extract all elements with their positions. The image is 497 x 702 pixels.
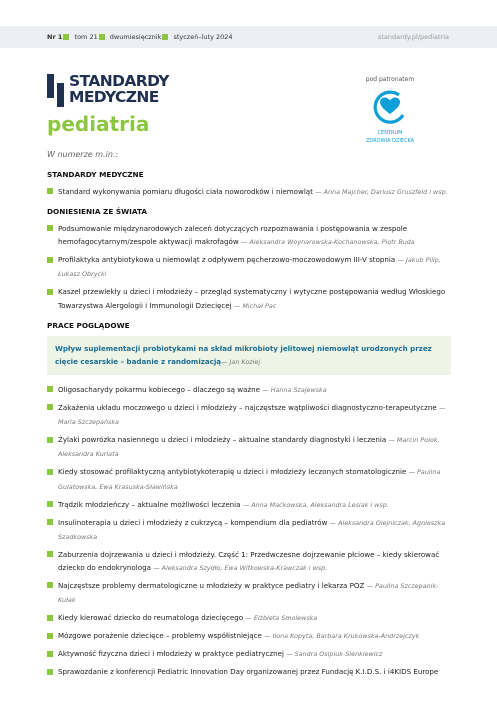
section-title-standardy: STANDARDY MEDYCZNE bbox=[47, 170, 144, 179]
list-item[interactable]: Insulinoterapia u dzieci i młodzieży z cukrzycą – kompendium dla pediatrów — Aleksandra Olejniczak, Agnieszka Szadkowska bbox=[47, 516, 451, 544]
list-item[interactable]: Najczęstsze problemy dermatologiczne u młodzieży w praktyce pediatry i lekarza POZ — Paulina Szczepanik-Kułak bbox=[47, 579, 451, 607]
list-item[interactable]: Oligosacharydy pokarmu kobiecego – dlaczego są ważne — Hanna Szajewska bbox=[47, 383, 451, 397]
list-item[interactable]: Sprawozdanie z konferencji Pediatric Innovation Day organizowanej przez Fundację K.I.D.S. i i4KIDS Europe bbox=[47, 665, 451, 678]
logo-line-1: STANDARDY bbox=[69, 72, 169, 90]
czd-heart-logo-icon bbox=[370, 89, 410, 125]
logo-s-mark-icon bbox=[47, 74, 64, 107]
bullet-square-icon bbox=[99, 34, 105, 40]
toc-intro: W numerze m.in.: bbox=[47, 150, 119, 159]
issue-number: Nr 1 bbox=[47, 33, 63, 41]
patronage-label: pod patronatem bbox=[365, 76, 415, 83]
list-item[interactable]: Mózgowe porażenie dziecięce – problemy współistniejące — Ilona Kopyta, Barbara Krukowska-Andrzejczyk bbox=[47, 629, 451, 643]
list-item[interactable]: Zaburzenia dojrzewania u dzieci i młodzieży. Część 1: Przedwczesne dojrzewanie płciowe – kiedy skierować dziecko do endokrynologa — Aleksandra Szydło, Ewa Witkowska-Krawczak i wsp. bbox=[47, 548, 451, 575]
issue-header-bar bbox=[0, 26, 497, 48]
list-item[interactable]: Aktywność fizyczna dzieci i młodzieży w praktyce pediatrycznej — Sandra Osipiuk-Sienkiewicz bbox=[47, 647, 451, 661]
list-item[interactable]: Profilaktyka antybiotykowa u niemowląt z odpływem pęcherzowo-moczowodowym III-V stopnia — Jakub Pilip, Łukasz Obrycki bbox=[47, 253, 451, 281]
list-item[interactable]: Kaszel przewlekły u dzieci i młodzieży – przegląd systematyczny i wytyczne postępowania według Włoskiego Towarzystwa Alergologii i Immunologii Dziecięcej — Michał Pac bbox=[47, 285, 451, 312]
issue-info bbox=[47, 33, 233, 41]
issue-volume: tom 21 bbox=[74, 33, 98, 41]
patronage-block bbox=[355, 76, 425, 144]
logo-wordmark bbox=[69, 73, 169, 105]
list-item[interactable]: Żylaki powrózka nasiennego u dzieci i młodzieży – aktualne standardy diagnostyki i leczenia — Marcin Polok, Aleksandra Kurlata bbox=[47, 433, 451, 461]
patronage-org-line-2: ZDROWIA DZIECKA bbox=[365, 137, 415, 144]
issue-frequency: dwumiesięcznik bbox=[109, 33, 162, 41]
list-item[interactable]: Trądzik młodzieńczy – aktualne możliwości leczenia — Anna Maćkowska, Aleksandra Lesiak i wsp. bbox=[47, 498, 451, 512]
list-item[interactable]: Podsumowanie międzynarodowych zaleceń dotyczących rozpoznawania i postępowania w zespole hemofagocytarnym/zespole aktywacji makrofagów — Aleksandra Woynarowska-Kochanowska, Piotr Buda bbox=[47, 222, 451, 249]
bullet-square-icon bbox=[162, 34, 168, 40]
section-title-prace: PRACE POGLĄDOWE bbox=[47, 320, 130, 330]
standardy-medyczne-logo bbox=[47, 74, 207, 110]
journal-subtitle: pediatria bbox=[47, 112, 150, 136]
section-title-doniesienia: DONIESIENIA ZE ŚWIATA bbox=[47, 207, 148, 216]
logo-line-2: MEDYCZNE bbox=[69, 88, 159, 106]
list-item[interactable]: Kiedy kierować dziecko do reumatologa dziecięcego — Elżbieta Smolewska bbox=[47, 611, 451, 625]
list-item[interactable]: Standard wykonywania pomiaru długości ciała noworodków i niemowląt — Anna Majcher, Dariusz Gruszfeld i wsp. bbox=[47, 185, 451, 199]
bullet-square-icon bbox=[63, 34, 69, 40]
list-item[interactable]: Kiedy stosować profilaktyczną antybiotykoterapię u dzieci i młodzieży leczonych stomatologicznie — Paulina Gulatowska, Ewa Krasuska-Sławińska bbox=[47, 465, 451, 493]
list-item[interactable]: Zakażenia układu moczowego u dzieci i młodzieży – najczęstsze wątpliwości diagnostyczno-terapeutyczne — Maria Szczepańska bbox=[47, 401, 451, 429]
table-of-contents bbox=[47, 150, 451, 682]
patronage-org-line-1: CENTRUM bbox=[377, 130, 403, 136]
featured-article[interactable]: Wpływ suplementacji probiotykami na skład mikrobioty jelitowej niemowląt urodzonych przez cięcie cesarskie – badanie z randomizacją— Jan Koziej bbox=[47, 336, 451, 375]
site-url[interactable]: standardy.pl/pediatria bbox=[378, 33, 449, 41]
issue-date: styczeń–luty 2024 bbox=[173, 33, 233, 41]
